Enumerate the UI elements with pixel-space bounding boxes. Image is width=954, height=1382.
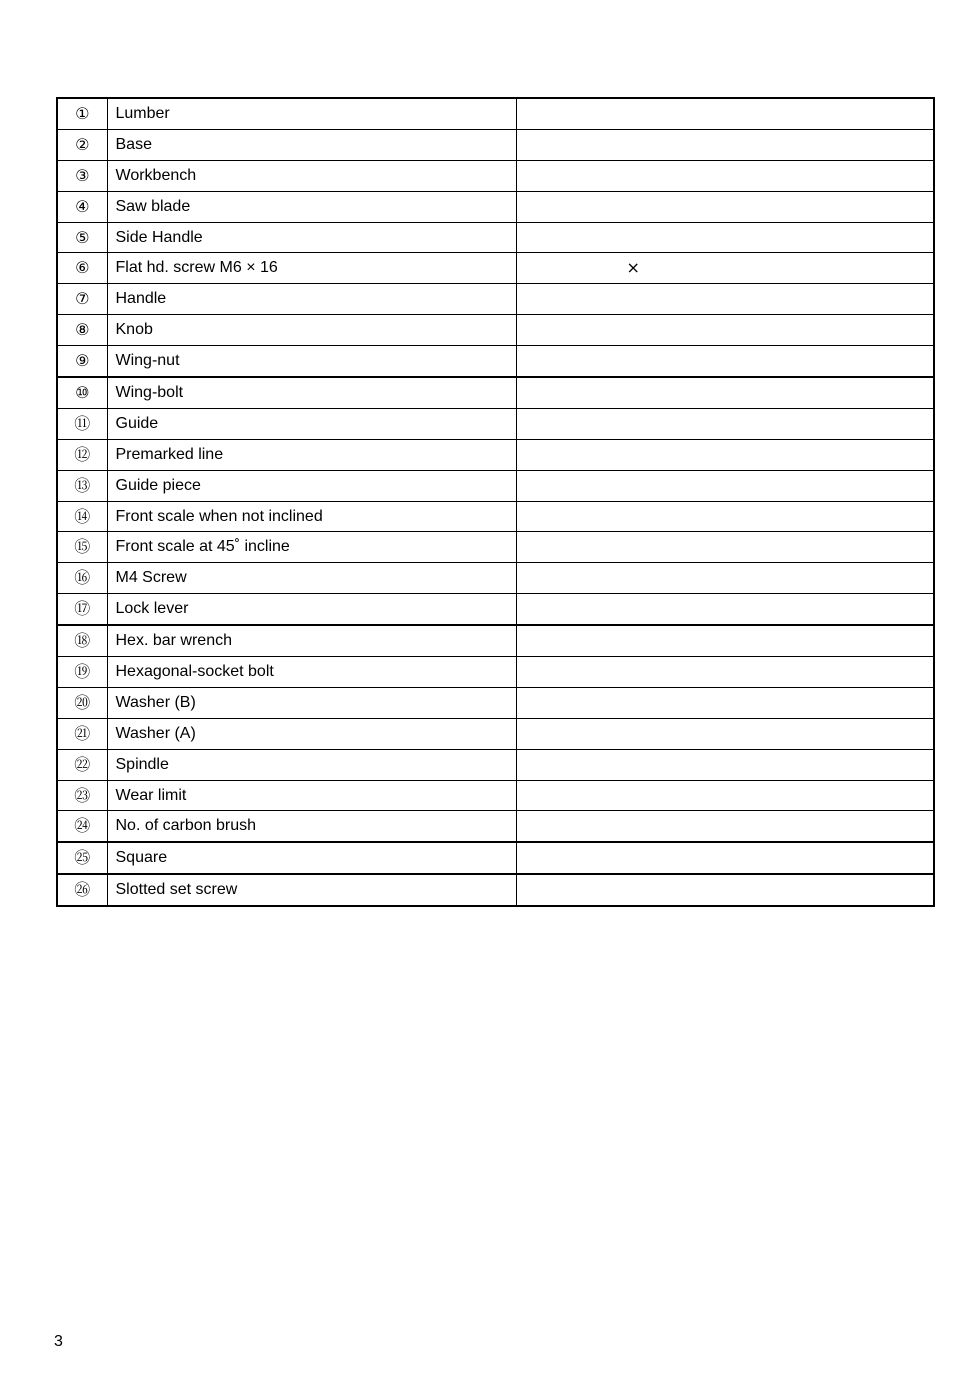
part-extra xyxy=(516,780,934,811)
part-extra xyxy=(516,594,934,625)
part-name: Wear limit xyxy=(107,780,516,811)
table-row xyxy=(57,874,934,906)
part-name: Front scale when not inclined xyxy=(107,501,516,532)
table-row xyxy=(57,98,934,129)
part-extra xyxy=(516,160,934,191)
part-number: ⑭ xyxy=(57,501,107,532)
part-number: ㉖ xyxy=(57,874,107,906)
table-row xyxy=(57,377,934,408)
table-row xyxy=(57,625,934,656)
table-row xyxy=(57,501,934,532)
part-number: ⑨ xyxy=(57,346,107,377)
part-extra: × xyxy=(516,253,934,284)
part-name: Lumber xyxy=(107,98,516,129)
table-row xyxy=(57,470,934,501)
part-name: Workbench xyxy=(107,160,516,191)
part-number: ⑱ xyxy=(57,625,107,656)
part-extra xyxy=(516,874,934,906)
part-number: ③ xyxy=(57,160,107,191)
table-row xyxy=(57,315,934,346)
part-extra xyxy=(516,687,934,718)
table-row xyxy=(57,253,934,284)
table-row xyxy=(57,439,934,470)
parts-table-body xyxy=(57,98,934,906)
part-extra xyxy=(516,811,934,842)
table-row xyxy=(57,780,934,811)
part-number: ㉕ xyxy=(57,842,107,874)
table-row xyxy=(57,284,934,315)
table-row xyxy=(57,842,934,874)
table-row xyxy=(57,408,934,439)
part-number: ⑥ xyxy=(57,253,107,284)
part-name: M4 Screw xyxy=(107,563,516,594)
part-name: Handle xyxy=(107,284,516,315)
part-number: ⑧ xyxy=(57,315,107,346)
part-number: ⑲ xyxy=(57,657,107,688)
part-name: Slotted set screw xyxy=(107,874,516,906)
part-number: ⑦ xyxy=(57,284,107,315)
part-name: Saw blade xyxy=(107,191,516,222)
part-extra xyxy=(516,718,934,749)
part-name: Lock lever xyxy=(107,594,516,625)
part-name: Square xyxy=(107,842,516,874)
part-extra xyxy=(516,439,934,470)
part-extra xyxy=(516,129,934,160)
part-name: Knob xyxy=(107,315,516,346)
parts-table xyxy=(56,97,935,907)
part-number: ④ xyxy=(57,191,107,222)
part-name: Front scale at 45˚ incline xyxy=(107,532,516,563)
part-extra xyxy=(516,222,934,253)
part-number: ⑯ xyxy=(57,563,107,594)
part-name: Spindle xyxy=(107,749,516,780)
part-extra xyxy=(516,346,934,377)
part-extra xyxy=(516,377,934,408)
part-name: No. of carbon brush xyxy=(107,811,516,842)
part-number: ⑮ xyxy=(57,532,107,563)
page-number: 3 xyxy=(54,1333,63,1350)
part-number: ⑳ xyxy=(57,687,107,718)
part-number: ⑤ xyxy=(57,222,107,253)
table-row xyxy=(57,346,934,377)
part-number: ㉓ xyxy=(57,780,107,811)
part-extra xyxy=(516,408,934,439)
part-number: ① xyxy=(57,98,107,129)
part-extra xyxy=(516,501,934,532)
part-extra xyxy=(516,749,934,780)
part-extra xyxy=(516,98,934,129)
part-name: Base xyxy=(107,129,516,160)
table-row xyxy=(57,657,934,688)
table-row xyxy=(57,129,934,160)
part-name: Wing-nut xyxy=(107,346,516,377)
table-row xyxy=(57,718,934,749)
part-number: ㉔ xyxy=(57,811,107,842)
part-name: Flat hd. screw M6 × 16 xyxy=(107,253,516,284)
table-row xyxy=(57,160,934,191)
part-name: Guide xyxy=(107,408,516,439)
part-number: ② xyxy=(57,129,107,160)
part-number: ㉑ xyxy=(57,718,107,749)
part-name: Guide piece xyxy=(107,470,516,501)
part-name: Hex. bar wrench xyxy=(107,625,516,656)
part-extra xyxy=(516,532,934,563)
part-extra xyxy=(516,563,934,594)
part-number: ⑬ xyxy=(57,470,107,501)
part-extra xyxy=(516,470,934,501)
part-number: ⑰ xyxy=(57,594,107,625)
part-number: ⑪ xyxy=(57,408,107,439)
part-number: ⑩ xyxy=(57,377,107,408)
part-number: ㉒ xyxy=(57,749,107,780)
table-row xyxy=(57,222,934,253)
table-row xyxy=(57,191,934,222)
table-row xyxy=(57,594,934,625)
part-name: Hexagonal-socket bolt xyxy=(107,657,516,688)
part-extra xyxy=(516,315,934,346)
part-name: Washer (B) xyxy=(107,687,516,718)
part-name: Side Handle xyxy=(107,222,516,253)
part-extra xyxy=(516,657,934,688)
part-name: Premarked line xyxy=(107,439,516,470)
table-row xyxy=(57,749,934,780)
part-number: ⑫ xyxy=(57,439,107,470)
table-row xyxy=(57,532,934,563)
part-extra xyxy=(516,191,934,222)
table-row xyxy=(57,811,934,842)
part-extra xyxy=(516,842,934,874)
table-row xyxy=(57,563,934,594)
part-extra xyxy=(516,284,934,315)
part-name: Wing-bolt xyxy=(107,377,516,408)
table-row xyxy=(57,687,934,718)
part-extra xyxy=(516,625,934,656)
part-name: Washer (A) xyxy=(107,718,516,749)
